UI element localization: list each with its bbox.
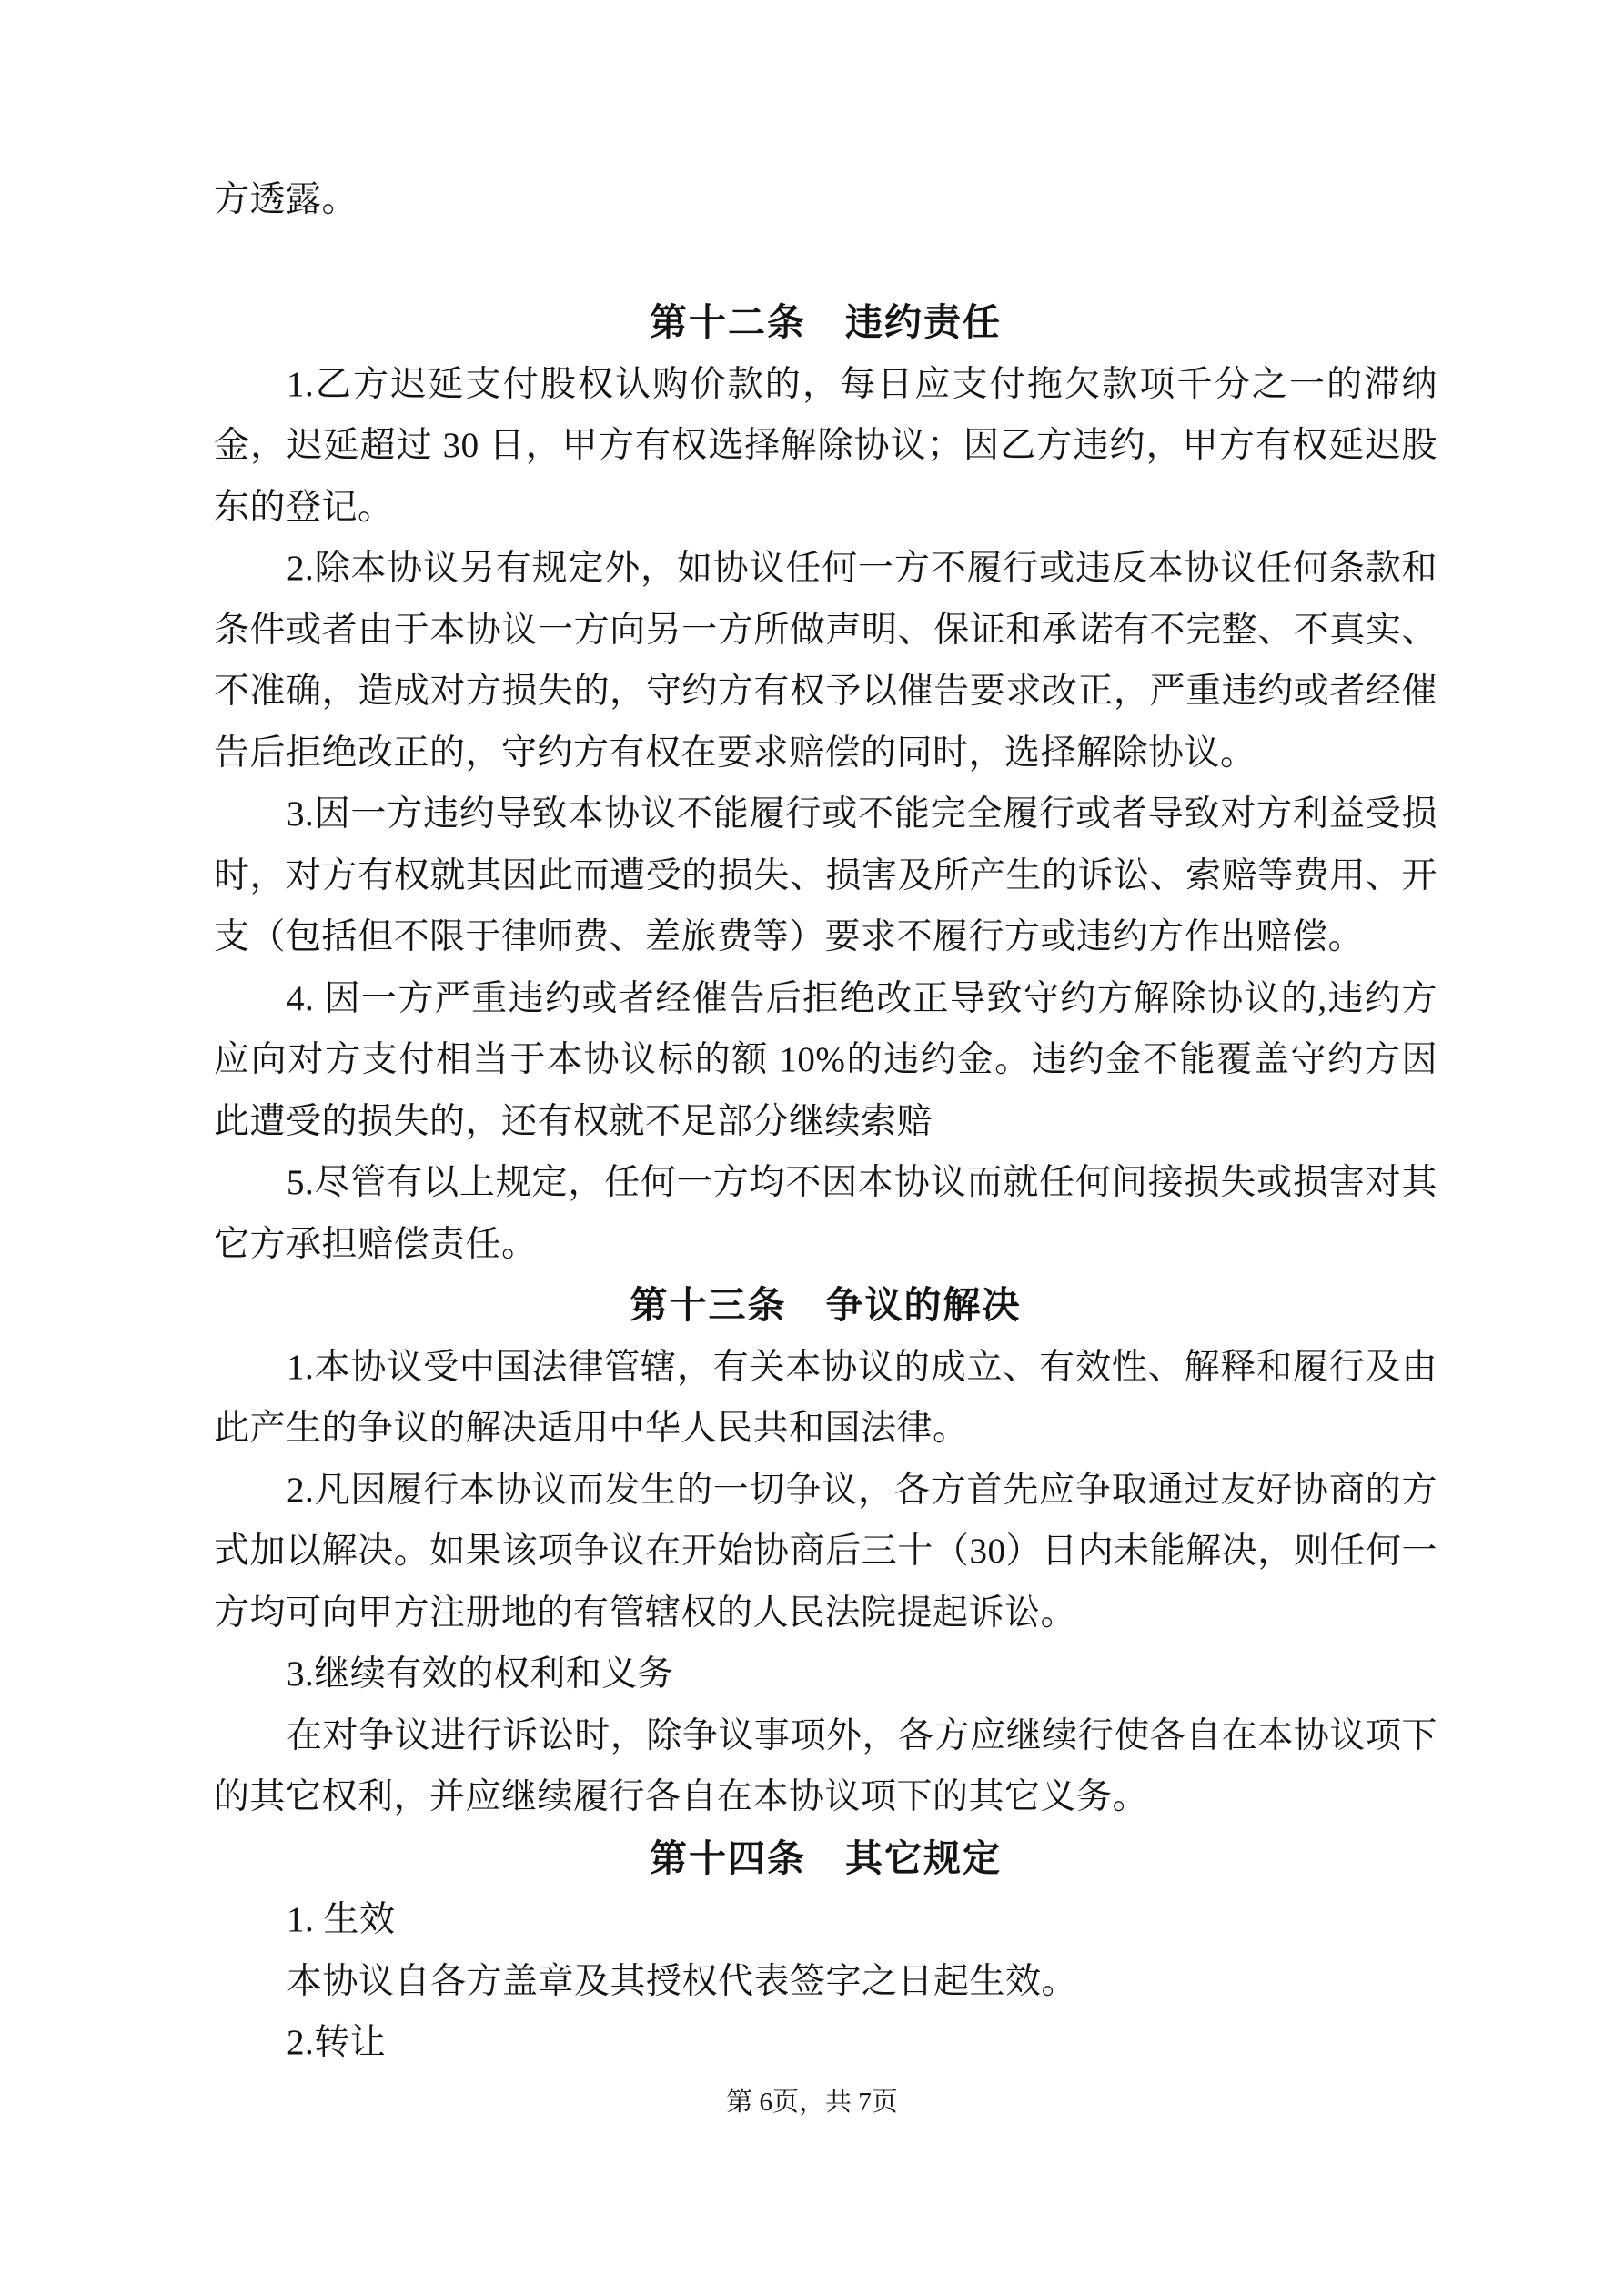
- contract-text-block: [214, 169, 1437, 2074]
- contract-paragraph: 方透露。: [214, 180, 358, 219]
- contract-paragraph: 1. 生效: [287, 1900, 396, 1939]
- contract-paragraph: 3.继续有效的权利和义务: [287, 1654, 674, 1694]
- article-heading-dispute-resolution: 第十三条 争议的解决: [630, 1284, 1022, 1326]
- contract-paragraph: 本协议自各方盖章及其授权代表签字之日起生效。: [287, 1961, 1078, 2001]
- article-heading-miscellaneous: 第十四条 其它规定: [650, 1836, 1002, 1879]
- contract-paragraph: 3.因一方违约导致本协议不能履行或不能完全履行或者导致对方利益受损时，对方有权就其因此而遭受的损失、损害及所产生的诉讼、索赔等费用、开支（包括但不限于律师费、差旅费等）要求不履行方或违约方作出赔偿。: [214, 794, 1437, 956]
- contract-paragraph: 1.乙方迟延支付股权认购价款的，每日应支付拖欠款项千分之一的滞纳金，迟延超过 30 日，甲方有权选择解除协议；因乙方违约，甲方有权延迟股东的登记。: [214, 364, 1437, 527]
- page-number-footer: 第 6页，共 7页: [726, 2088, 898, 2117]
- contract-paragraph: 4. 因一方严重违约或者经催告后拒绝改正导致守约方解除协议的,违约方应向对方支付相当于本协议标的额 10%的违约金。违约金不能覆盖守约方因此遭受的损失的，还有权就不足部分继续索赔: [214, 978, 1437, 1141]
- contract-paragraph: 1.本协议受中国法律管辖，有关本协议的成立、有效性、解释和履行及由此产生的争议的解决适用中华人民共和国法律。: [214, 1347, 1437, 1448]
- contract-paragraph: 5.尽管有以上规定，任何一方均不因本协议而就任何间接损失或损害对其它方承担赔偿责任。: [214, 1163, 1437, 1264]
- contract-paragraph: 在对争议进行诉讼时，除争议事项外，各方应继续行使各自在本协议项下的其它权利，并应继续履行各自在本协议项下的其它义务。: [214, 1715, 1437, 1816]
- article-heading-breach-liability: 第十二条 违约责任: [650, 301, 1002, 343]
- contract-paragraph: 2.转让: [287, 2023, 387, 2062]
- contract-paragraph: 2.凡因履行本协议而发生的一切争议，各方首先应争取通过友好协商的方式加以解决。如果该项争议在开始协商后三十（30）日内未能解决，则任何一方均可向甲方注册地的有管辖权的人民法院提起诉讼。: [214, 1470, 1437, 1633]
- contract-paragraph: 2.除本协议另有规定外，如协议任何一方不履行或违反本协议任何条款和条件或者由于本协议一方向另一方所做声明、保证和承诺有不完整、不真实、不准确，造成对方损失的，守约方有权予以催告要求改正，严重违约或者经催告后拒绝改正的，守约方有权在要求赔偿的同时，选择解除协议。: [214, 549, 1437, 773]
